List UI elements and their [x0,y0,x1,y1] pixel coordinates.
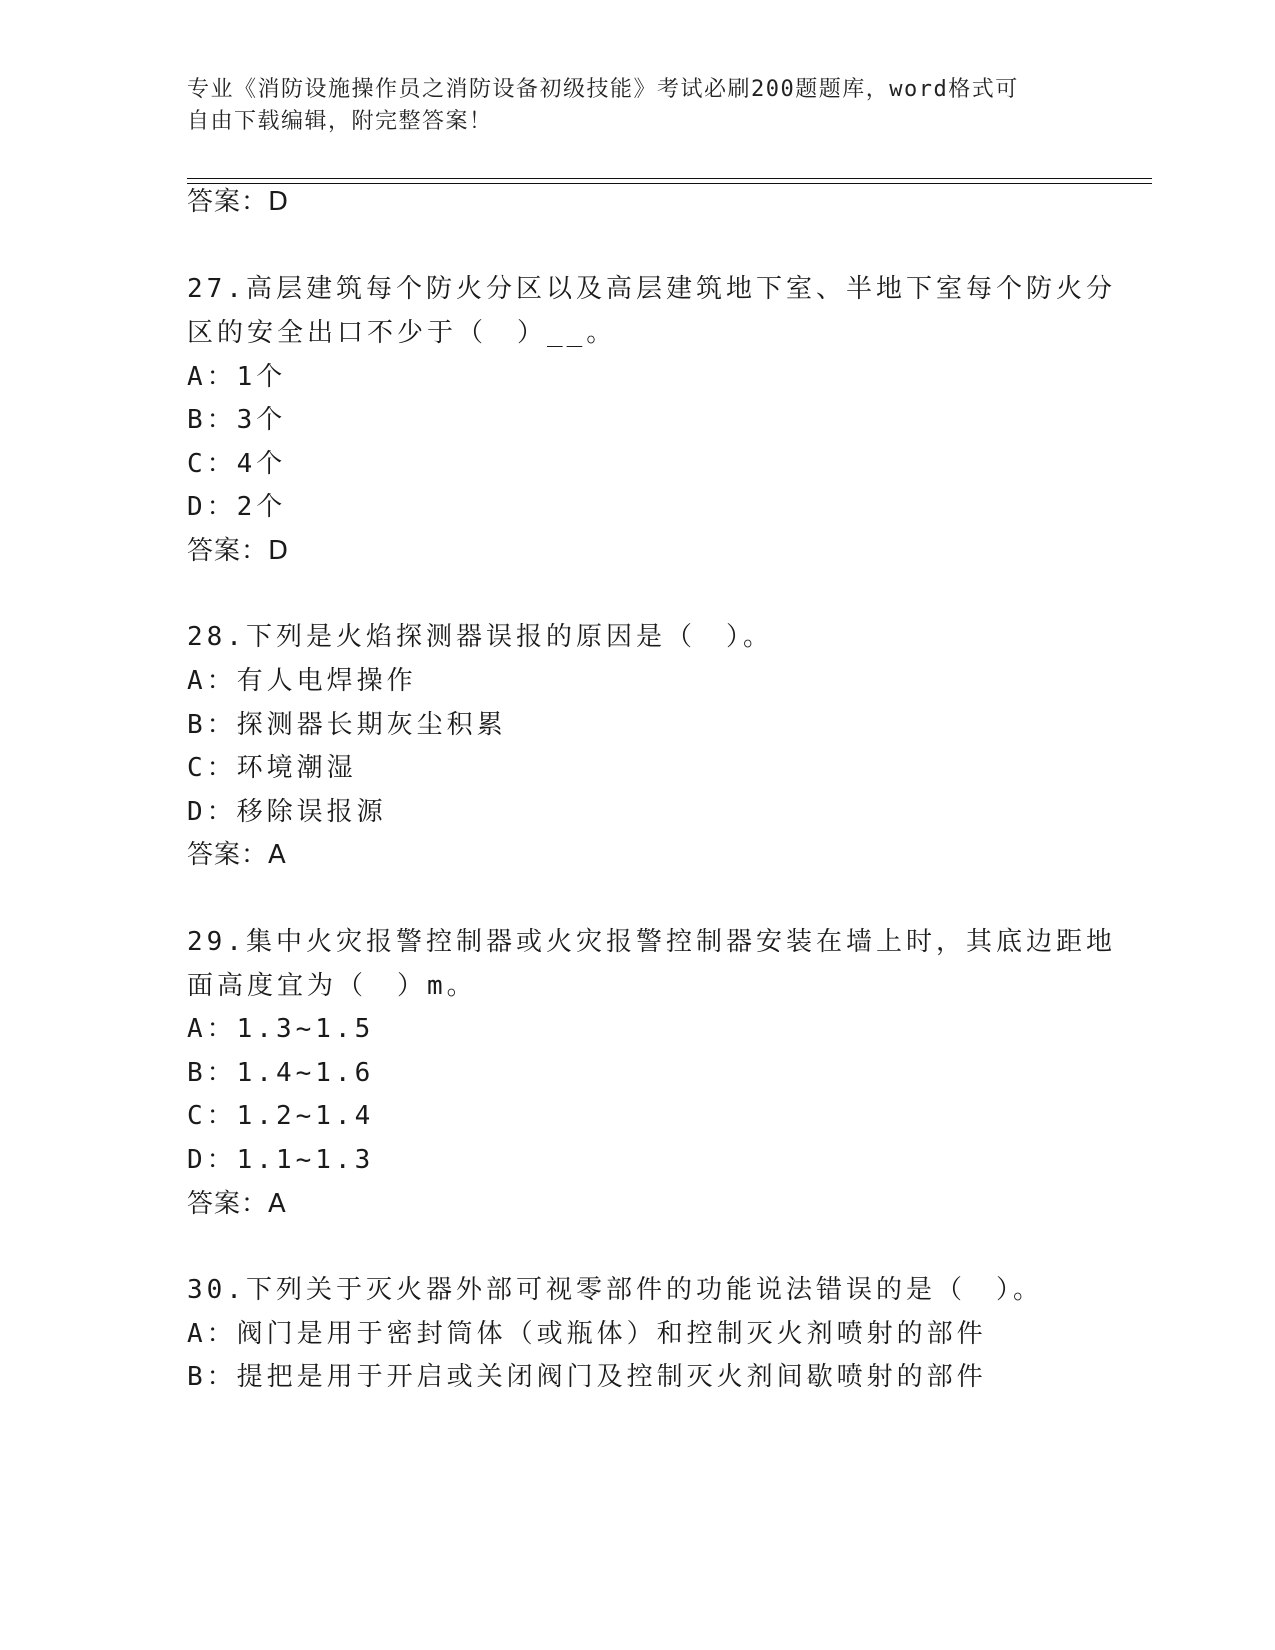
question-29-answer: 答案：A [187,1189,287,1219]
question-28-option-b: B：探测器长期灰尘积累 [187,710,507,740]
question-28-answer: 答案：A [187,840,287,870]
question-30-text: 30.下列关于灭火器外部可视零部件的功能说法错误的是（ ）。 [187,1275,1043,1305]
question-27-option-c: C：4个 [187,449,287,479]
question-29-option-d: D：1.1~1.3 [187,1145,375,1175]
question-27-option-d: D：2个 [187,492,287,522]
question-27-option-b: B：3个 [187,405,287,435]
question-30-option-b: B：提把是用于开启或关闭阀门及控制灭火剂间歇喷射的部件 [187,1362,987,1392]
question-29-option-a: A：1.3~1.5 [187,1014,375,1044]
question-27-text-line-2: 区的安全出口不少于（ ）__。 [187,318,617,348]
question-29-option-c: C：1.2~1.4 [187,1101,375,1131]
header-divider-bottom [187,183,1152,184]
question-28-option-a: A：有人电焊操作 [187,666,417,696]
document-header [187,74,1067,138]
header-divider-top [187,178,1152,179]
question-29-text-line-2: 面高度宜为（ ）m。 [187,971,477,1001]
header-line-2: 自由下载编辑，附完整答案！ [187,109,493,134]
question-29-text-line-1: 29.集中火灾报警控制器或火灾报警控制器安装在墙上时，其底边距地 [187,927,1116,957]
question-28-option-c: C：环境潮湿 [187,753,357,783]
answer-line: 答案：D [187,187,290,217]
question-28-option-d: D：移除误报源 [187,797,387,827]
question-28-text: 28.下列是火焰探测器误报的原因是（ ）。 [187,622,773,652]
header-line-1: 专业《消防设施操作员之消防设备初级技能》考试必刷200题题库，word格式可 [187,77,1019,102]
question-30-option-a: A：阀门是用于密封筒体（或瓶体）和控制灭火剂喷射的部件 [187,1319,987,1349]
question-27-answer: 答案：D [187,536,290,566]
question-29-option-b: B：1.4~1.6 [187,1058,375,1088]
question-27-text-line-1: 27.高层建筑每个防火分区以及高层建筑地下室、半地下室每个防火分 [187,274,1116,304]
question-27-option-a: A：1个 [187,362,287,392]
